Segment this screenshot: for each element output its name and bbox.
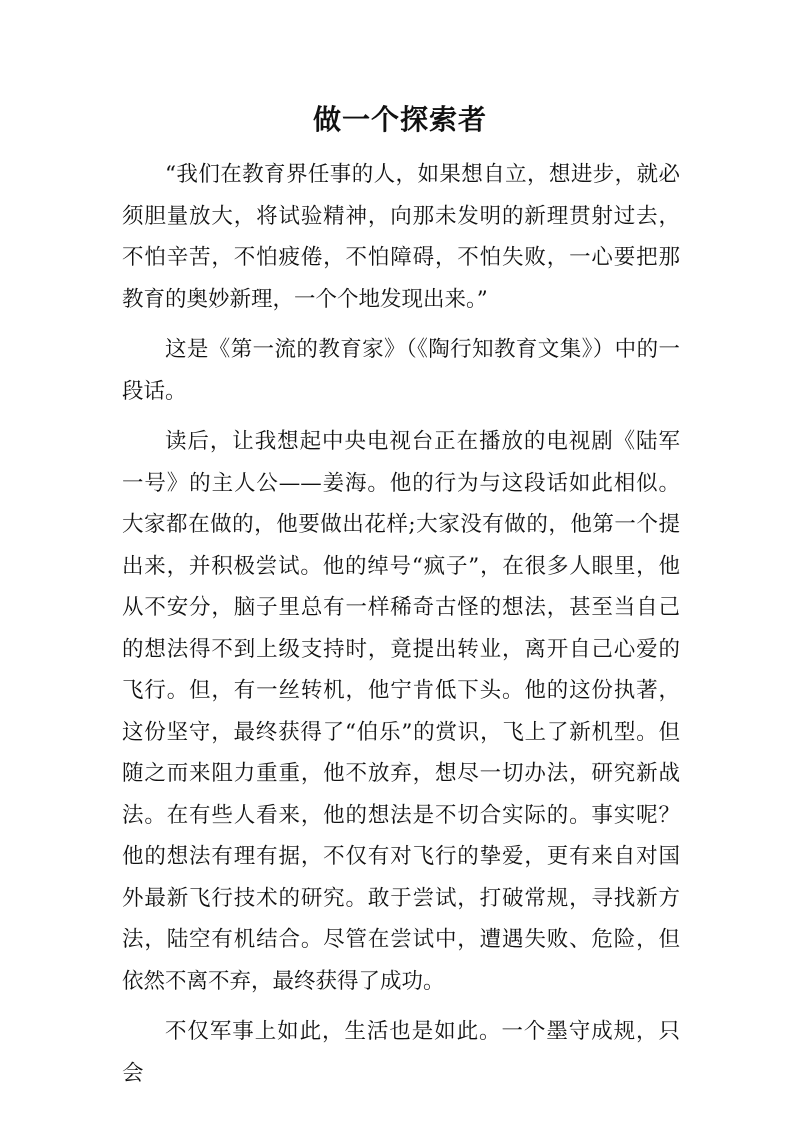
paragraph-source: 这是《第一流的教育家》（《陶行知教育文集》）中的一段话。	[122, 337, 680, 404]
paragraph-reflection: 读后，让我想起中央电视台正在播放的电视剧《陆军一号》的主人公——姜海。他的行为与这段话如此相似。大家都在做的，他要做出花样;大家没有做的，他第一个提出来，并积极尝试。他的绰号“疯子”，在很多人眼里，他从不安分，脑子里总有一样稀奇古怪的想法，甚至当自己的想法得不到上级支持时，竟提出转业，离开自己心爱的飞行。但，有一丝转机，他宁肯低下头。他的这份执著，这份坚守，最终获得了“伯乐”的赏识，飞上了新机型。但随之而来阻力重重，他不放弃，想尽一切办法，研究新战法。在有些人看来，他的想法是不切合实际的。事实呢？他的想法有理有据，不仅有对飞行的挚爱，更有来自对国外最新飞行技术的研究。敢于尝试，打破常规，寻找新方法，陆空有机结合。尽管在尝试中，遭遇失败、危险，但依然不离不弃，最终获得了成功。	[122, 429, 680, 994]
paragraph-quote: “我们在教育界任事的人，如果想自立，想进步，就必须胆量放大，将试验精神，向那未发明的新理贯射过去，不怕辛苦，不怕疲倦，不怕障碍，不怕失败，一心要把那教育的奥妙新理，一个个地发现出来。”	[122, 162, 680, 312]
paragraph-life: 不仅军事上如此，生活也是如此。一个墨守成规，只会	[122, 1019, 680, 1086]
document-body	[122, 154, 680, 1103]
document-title: 做一个探索者	[312, 103, 487, 136]
